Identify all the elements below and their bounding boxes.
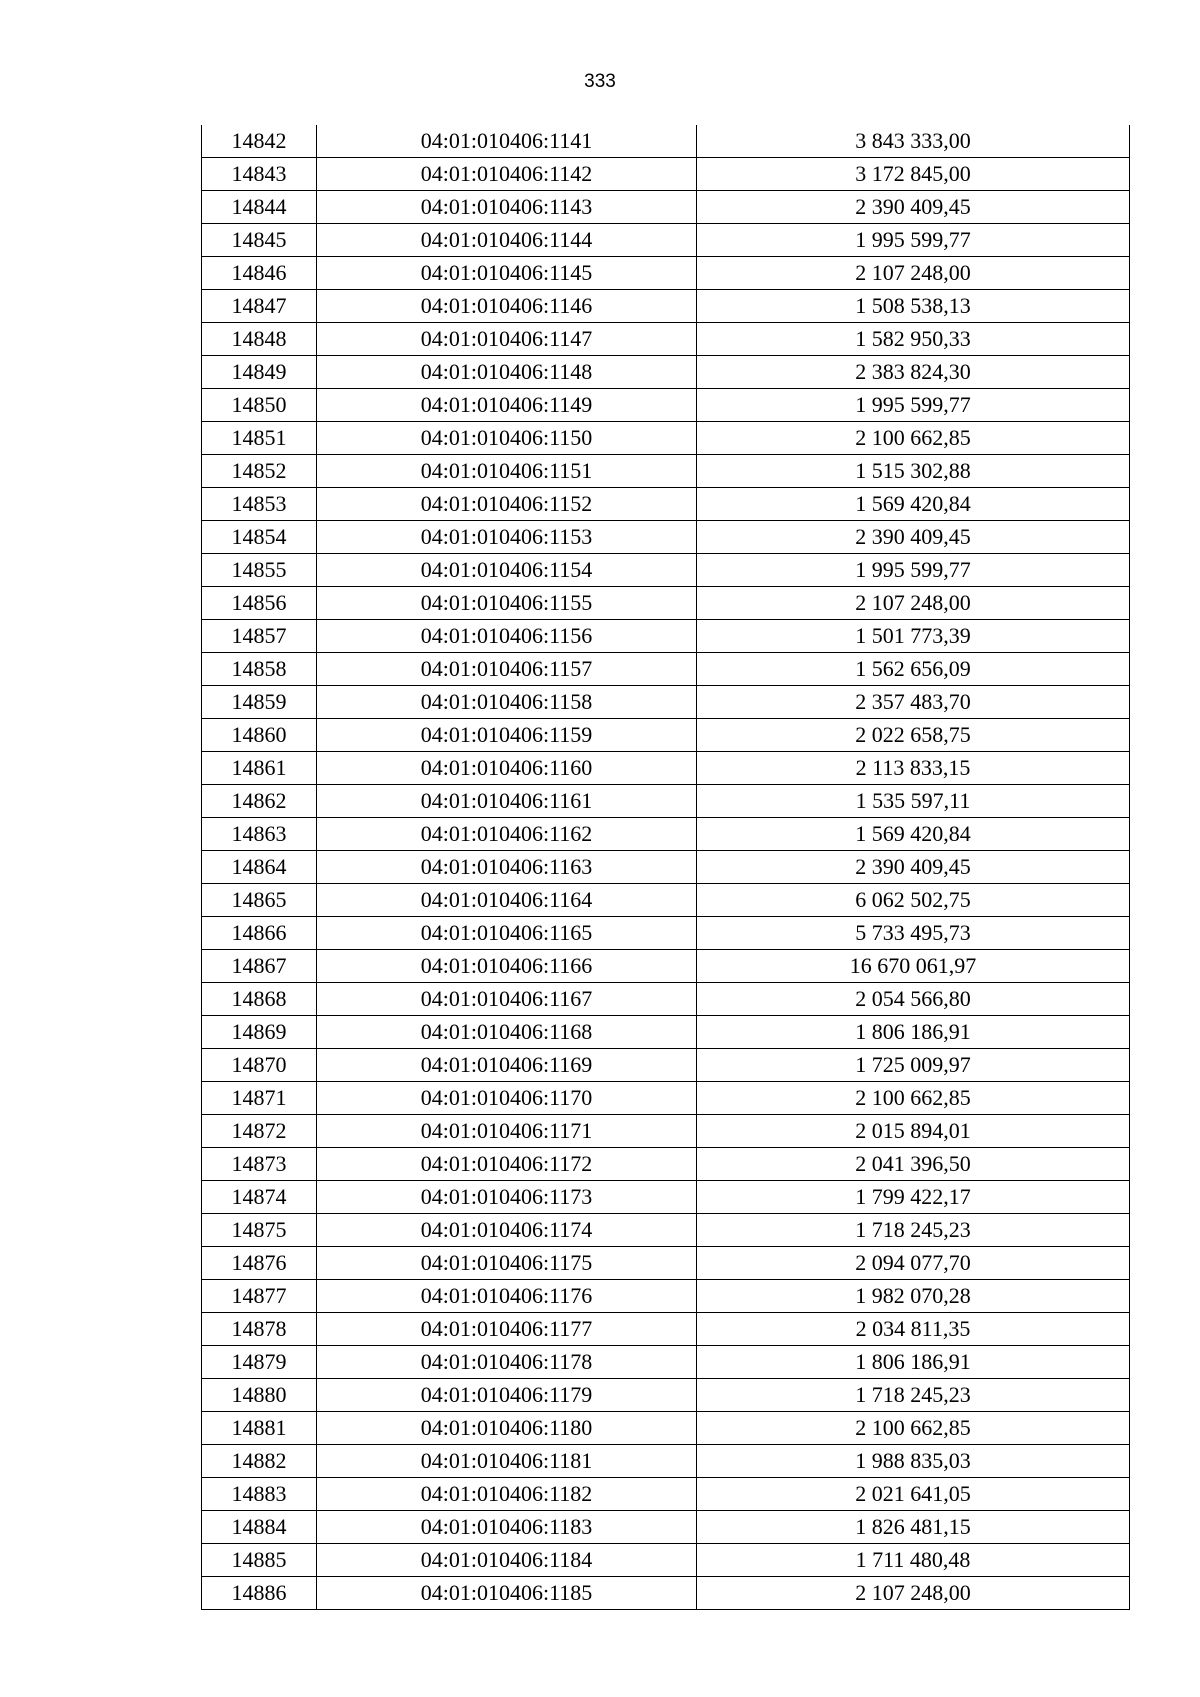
table-body — [202, 125, 1130, 1610]
row-number-cell: 14844 — [202, 191, 317, 224]
cadastral-number-cell: 04:01:010406:1181 — [317, 1445, 697, 1478]
cadastral-value-cell: 1 562 656,09 — [697, 653, 1130, 686]
table-row — [202, 620, 1130, 653]
table-row — [202, 389, 1130, 422]
table-row — [202, 125, 1130, 158]
row-number-cell: 14854 — [202, 521, 317, 554]
row-number-cell: 14856 — [202, 587, 317, 620]
table-row — [202, 422, 1130, 455]
row-number-cell: 14845 — [202, 224, 317, 257]
cadastral-value-cell: 6 062 502,75 — [697, 884, 1130, 917]
cadastral-number-cell: 04:01:010406:1153 — [317, 521, 697, 554]
cadastral-value-cell: 16 670 061,97 — [697, 950, 1130, 983]
cadastral-number-cell: 04:01:010406:1185 — [317, 1577, 697, 1610]
table-row — [202, 686, 1130, 719]
cadastral-number-cell: 04:01:010406:1162 — [317, 818, 697, 851]
cadastral-number-cell: 04:01:010406:1148 — [317, 356, 697, 389]
cadastral-number-cell: 04:01:010406:1179 — [317, 1379, 697, 1412]
cadastral-value-cell: 2 100 662,85 — [697, 1412, 1130, 1445]
cadastral-number-cell: 04:01:010406:1143 — [317, 191, 697, 224]
cadastral-number-cell: 04:01:010406:1156 — [317, 620, 697, 653]
table-row — [202, 1082, 1130, 1115]
cadastral-value-cell: 2 390 409,45 — [697, 851, 1130, 884]
row-number-cell: 14855 — [202, 554, 317, 587]
table-row — [202, 719, 1130, 752]
table-row — [202, 1379, 1130, 1412]
cadastral-number-cell: 04:01:010406:1145 — [317, 257, 697, 290]
row-number-cell: 14862 — [202, 785, 317, 818]
table-row — [202, 587, 1130, 620]
cadastral-value-cell: 1 982 070,28 — [697, 1280, 1130, 1313]
table-row — [202, 818, 1130, 851]
cadastral-value-cell: 2 357 483,70 — [697, 686, 1130, 719]
cadastral-value-cell: 2 021 641,05 — [697, 1478, 1130, 1511]
cadastral-number-cell: 04:01:010406:1149 — [317, 389, 697, 422]
cadastral-value-table — [201, 125, 1130, 1610]
cadastral-number-cell: 04:01:010406:1158 — [317, 686, 697, 719]
cadastral-value-cell: 3 843 333,00 — [697, 125, 1130, 158]
table-row — [202, 191, 1130, 224]
cadastral-number-cell: 04:01:010406:1172 — [317, 1148, 697, 1181]
cadastral-number-cell: 04:01:010406:1175 — [317, 1247, 697, 1280]
cadastral-number-cell: 04:01:010406:1173 — [317, 1181, 697, 1214]
row-number-cell: 14861 — [202, 752, 317, 785]
cadastral-number-cell: 04:01:010406:1184 — [317, 1544, 697, 1577]
row-number-cell: 14857 — [202, 620, 317, 653]
cadastral-number-cell: 04:01:010406:1144 — [317, 224, 697, 257]
cadastral-value-cell: 1 569 420,84 — [697, 818, 1130, 851]
table-row — [202, 455, 1130, 488]
cadastral-number-cell: 04:01:010406:1166 — [317, 950, 697, 983]
cadastral-number-cell: 04:01:010406:1159 — [317, 719, 697, 752]
row-number-cell: 14870 — [202, 1049, 317, 1082]
cadastral-table-wrapper — [201, 125, 1129, 1610]
cadastral-value-cell: 2 100 662,85 — [697, 422, 1130, 455]
table-row — [202, 356, 1130, 389]
cadastral-value-cell: 1 995 599,77 — [697, 389, 1130, 422]
table-row — [202, 752, 1130, 785]
row-number-cell: 14882 — [202, 1445, 317, 1478]
row-number-cell: 14849 — [202, 356, 317, 389]
table-row — [202, 1016, 1130, 1049]
cadastral-value-cell: 2 383 824,30 — [697, 356, 1130, 389]
cadastral-number-cell: 04:01:010406:1170 — [317, 1082, 697, 1115]
row-number-cell: 14847 — [202, 290, 317, 323]
row-number-cell: 14871 — [202, 1082, 317, 1115]
row-number-cell: 14880 — [202, 1379, 317, 1412]
table-row — [202, 1478, 1130, 1511]
table-row — [202, 983, 1130, 1016]
row-number-cell: 14875 — [202, 1214, 317, 1247]
cadastral-number-cell: 04:01:010406:1180 — [317, 1412, 697, 1445]
cadastral-value-cell: 1 995 599,77 — [697, 224, 1130, 257]
cadastral-number-cell: 04:01:010406:1160 — [317, 752, 697, 785]
row-number-cell: 14865 — [202, 884, 317, 917]
row-number-cell: 14876 — [202, 1247, 317, 1280]
table-row — [202, 323, 1130, 356]
table-row — [202, 1148, 1130, 1181]
row-number-cell: 14884 — [202, 1511, 317, 1544]
cadastral-value-cell: 2 390 409,45 — [697, 521, 1130, 554]
row-number-cell: 14863 — [202, 818, 317, 851]
row-number-cell: 14886 — [202, 1577, 317, 1610]
row-number-cell: 14864 — [202, 851, 317, 884]
table-row — [202, 290, 1130, 323]
cadastral-value-cell: 2 034 811,35 — [697, 1313, 1130, 1346]
row-number-cell: 14869 — [202, 1016, 317, 1049]
table-row — [202, 554, 1130, 587]
cadastral-value-cell: 1 582 950,33 — [697, 323, 1130, 356]
cadastral-value-cell: 2 113 833,15 — [697, 752, 1130, 785]
table-row — [202, 158, 1130, 191]
table-row — [202, 1049, 1130, 1082]
cadastral-value-cell: 1 501 773,39 — [697, 620, 1130, 653]
cadastral-value-cell: 1 535 597,11 — [697, 785, 1130, 818]
table-row — [202, 1544, 1130, 1577]
cadastral-number-cell: 04:01:010406:1141 — [317, 125, 697, 158]
row-number-cell: 14883 — [202, 1478, 317, 1511]
row-number-cell: 14858 — [202, 653, 317, 686]
cadastral-value-cell: 2 094 077,70 — [697, 1247, 1130, 1280]
cadastral-value-cell: 1 515 302,88 — [697, 455, 1130, 488]
table-row — [202, 224, 1130, 257]
cadastral-value-cell: 2 107 248,00 — [697, 587, 1130, 620]
cadastral-number-cell: 04:01:010406:1169 — [317, 1049, 697, 1082]
cadastral-number-cell: 04:01:010406:1167 — [317, 983, 697, 1016]
cadastral-number-cell: 04:01:010406:1154 — [317, 554, 697, 587]
row-number-cell: 14881 — [202, 1412, 317, 1445]
row-number-cell: 14877 — [202, 1280, 317, 1313]
table-row — [202, 653, 1130, 686]
cadastral-value-cell: 2 107 248,00 — [697, 257, 1130, 290]
table-row — [202, 1214, 1130, 1247]
cadastral-number-cell: 04:01:010406:1182 — [317, 1478, 697, 1511]
row-number-cell: 14842 — [202, 125, 317, 158]
cadastral-value-cell: 1 508 538,13 — [697, 290, 1130, 323]
row-number-cell: 14873 — [202, 1148, 317, 1181]
cadastral-number-cell: 04:01:010406:1174 — [317, 1214, 697, 1247]
table-row — [202, 1280, 1130, 1313]
cadastral-value-cell: 1 725 009,97 — [697, 1049, 1130, 1082]
row-number-cell: 14851 — [202, 422, 317, 455]
row-number-cell: 14848 — [202, 323, 317, 356]
cadastral-number-cell: 04:01:010406:1147 — [317, 323, 697, 356]
cadastral-number-cell: 04:01:010406:1157 — [317, 653, 697, 686]
cadastral-value-cell: 1 995 599,77 — [697, 554, 1130, 587]
cadastral-value-cell: 1 988 835,03 — [697, 1445, 1130, 1478]
cadastral-number-cell: 04:01:010406:1171 — [317, 1115, 697, 1148]
cadastral-number-cell: 04:01:010406:1150 — [317, 422, 697, 455]
table-row — [202, 884, 1130, 917]
row-number-cell: 14872 — [202, 1115, 317, 1148]
table-row — [202, 1445, 1130, 1478]
row-number-cell: 14853 — [202, 488, 317, 521]
row-number-cell: 14860 — [202, 719, 317, 752]
table-row — [202, 1346, 1130, 1379]
cadastral-value-cell: 1 718 245,23 — [697, 1379, 1130, 1412]
row-number-cell: 14878 — [202, 1313, 317, 1346]
table-row — [202, 1115, 1130, 1148]
table-row — [202, 950, 1130, 983]
cadastral-value-cell: 2 015 894,01 — [697, 1115, 1130, 1148]
cadastral-number-cell: 04:01:010406:1163 — [317, 851, 697, 884]
cadastral-value-cell: 1 718 245,23 — [697, 1214, 1130, 1247]
table-row — [202, 1247, 1130, 1280]
row-number-cell: 14879 — [202, 1346, 317, 1379]
cadastral-number-cell: 04:01:010406:1178 — [317, 1346, 697, 1379]
cadastral-value-cell: 2 100 662,85 — [697, 1082, 1130, 1115]
table-row — [202, 1412, 1130, 1445]
table-row — [202, 851, 1130, 884]
table-row — [202, 1577, 1130, 1610]
table-row — [202, 488, 1130, 521]
row-number-cell: 14846 — [202, 257, 317, 290]
row-number-cell: 14868 — [202, 983, 317, 1016]
table-row — [202, 1511, 1130, 1544]
cadastral-value-cell: 1 806 186,91 — [697, 1346, 1130, 1379]
cadastral-number-cell: 04:01:010406:1161 — [317, 785, 697, 818]
cadastral-value-cell: 1 826 481,15 — [697, 1511, 1130, 1544]
cadastral-value-cell: 2 022 658,75 — [697, 719, 1130, 752]
cadastral-number-cell: 04:01:010406:1164 — [317, 884, 697, 917]
row-number-cell: 14885 — [202, 1544, 317, 1577]
cadastral-number-cell: 04:01:010406:1165 — [317, 917, 697, 950]
cadastral-number-cell: 04:01:010406:1176 — [317, 1280, 697, 1313]
cadastral-number-cell: 04:01:010406:1168 — [317, 1016, 697, 1049]
cadastral-number-cell: 04:01:010406:1152 — [317, 488, 697, 521]
cadastral-value-cell: 5 733 495,73 — [697, 917, 1130, 950]
table-row — [202, 1313, 1130, 1346]
table-row — [202, 1181, 1130, 1214]
cadastral-number-cell: 04:01:010406:1155 — [317, 587, 697, 620]
row-number-cell: 14843 — [202, 158, 317, 191]
cadastral-value-cell: 2 107 248,00 — [697, 1577, 1130, 1610]
cadastral-value-cell: 2 390 409,45 — [697, 191, 1130, 224]
cadastral-number-cell: 04:01:010406:1146 — [317, 290, 697, 323]
cadastral-value-cell: 1 799 422,17 — [697, 1181, 1130, 1214]
cadastral-number-cell: 04:01:010406:1177 — [317, 1313, 697, 1346]
cadastral-value-cell: 2 041 396,50 — [697, 1148, 1130, 1181]
row-number-cell: 14859 — [202, 686, 317, 719]
cadastral-number-cell: 04:01:010406:1142 — [317, 158, 697, 191]
table-row — [202, 785, 1130, 818]
table-row — [202, 917, 1130, 950]
cadastral-value-cell: 1 711 480,48 — [697, 1544, 1130, 1577]
cadastral-value-cell: 2 054 566,80 — [697, 983, 1130, 1016]
row-number-cell: 14867 — [202, 950, 317, 983]
cadastral-value-cell: 1 569 420,84 — [697, 488, 1130, 521]
row-number-cell: 14874 — [202, 1181, 317, 1214]
row-number-cell: 14852 — [202, 455, 317, 488]
cadastral-value-cell: 1 806 186,91 — [697, 1016, 1130, 1049]
table-row — [202, 521, 1130, 554]
cadastral-number-cell: 04:01:010406:1151 — [317, 455, 697, 488]
page-number: 333 — [584, 71, 616, 92]
row-number-cell: 14850 — [202, 389, 317, 422]
cadastral-number-cell: 04:01:010406:1183 — [317, 1511, 697, 1544]
cadastral-value-cell: 3 172 845,00 — [697, 158, 1130, 191]
table-row — [202, 257, 1130, 290]
row-number-cell: 14866 — [202, 917, 317, 950]
